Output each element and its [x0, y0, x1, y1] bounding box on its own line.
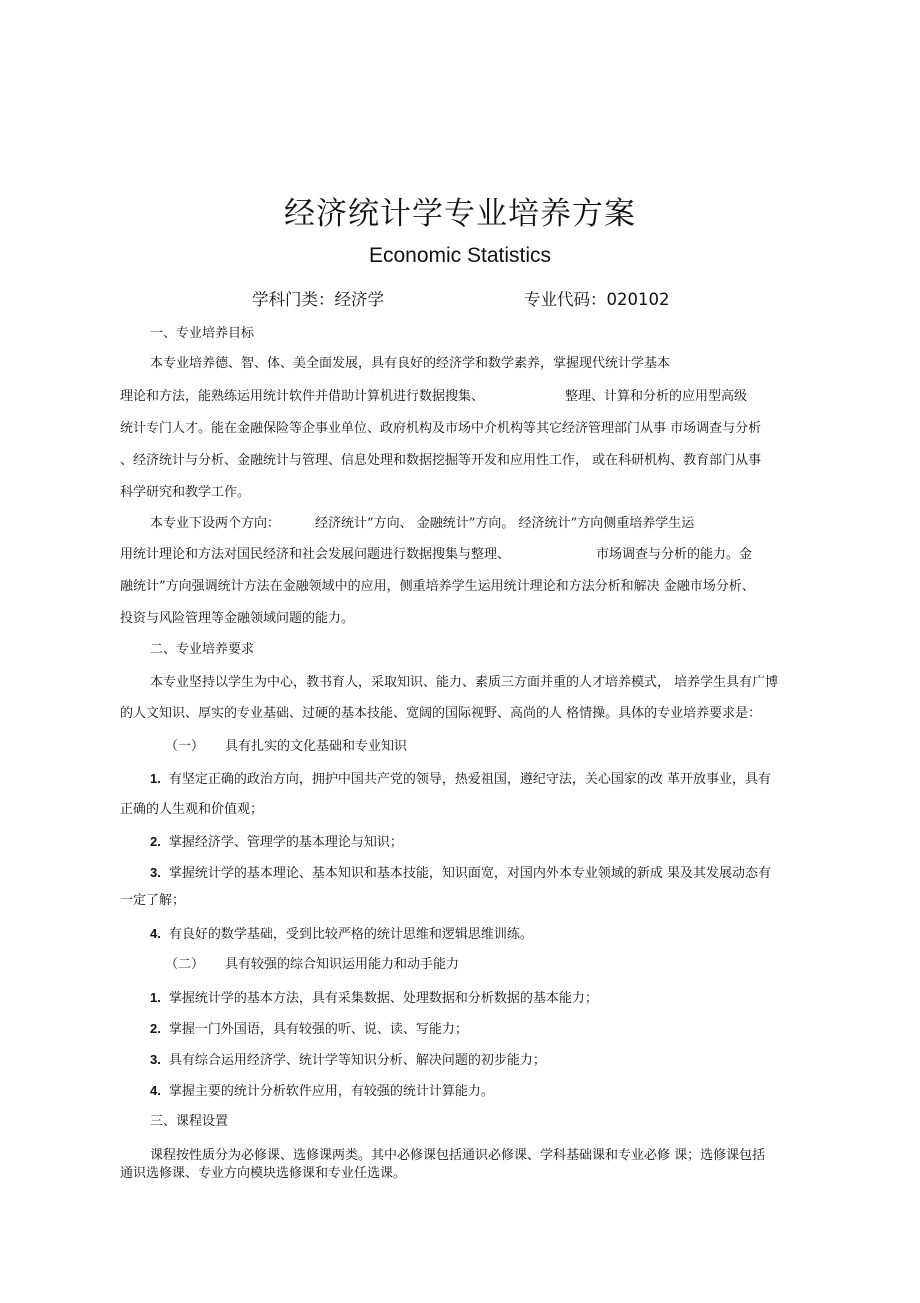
paragraph-line: 经济统计”方向、 金融统计”方向。 经济统计”方向侧重培养学生运: [315, 516, 695, 531]
list-item-number: 1.: [150, 990, 161, 1005]
list-item: [150, 926, 533, 943]
list-item-continuation: 正确的人生观和价值观；: [120, 802, 264, 817]
paragraph-line: 通识选修课、专业方向模块选修课和专业任选课。: [120, 1166, 407, 1181]
list-item-number: 2.: [150, 1021, 161, 1036]
subsection-heading: 具有较强的综合知识运用能力和动手能力: [225, 957, 460, 972]
list-item: [150, 834, 403, 851]
list-item-text: 有良好的数学基础，受到比较严格的统计思维和逻辑思维训练。: [168, 927, 533, 942]
list-item: [150, 771, 771, 788]
subsection-heading: 具有扎实的文化基础和专业知识: [225, 739, 408, 754]
paragraph-line: 本专业坚持以学生为中心，教书育人，采取知识、能力、素质三方面并重的人才培养模式， 培养学生具有广博: [150, 675, 779, 690]
paragraph-line: 用统计理论和方法对国民经济和社会发展问题进行数据搜集与整理、: [120, 547, 511, 562]
paragraph-line: 本专业下设两个方向：: [150, 516, 281, 531]
list-item-number: 3.: [150, 865, 161, 880]
list-item-text: 有坚定正确的政治方向，拥护中国共产党的领导，热爱祖国，遵纪守法，关心国家的改 革开放事业，具有: [168, 772, 771, 787]
list-item: [150, 1083, 494, 1100]
paragraph-line: 投资与风险管理等金融领域问题的能力。: [120, 611, 355, 626]
paragraph-line: 融统计”方向强调统计方法在金融领域中的应用，侧重培养学生运用统计理论和方法分析和解决 金融市场分析、: [120, 579, 755, 594]
section-heading: 三、课程设置: [150, 1114, 229, 1129]
document-title: 经济统计学专业培养方案: [284, 196, 636, 232]
paragraph-line: 、经济统计与分析、金融统计与管理、信息处理和数据挖掘等开发和应用性工作， 或在科研机构、教育部门从事: [120, 453, 762, 468]
list-item-text: 掌握经济学、管理学的基本理论与知识；: [168, 835, 403, 850]
list-item-text: 掌握一门外国语，具有较强的听、说、读、写能力；: [168, 1022, 468, 1037]
list-item-number: 4.: [150, 1083, 161, 1098]
document-subtitle: Economic Statistics: [368, 244, 552, 267]
paragraph-line: 科学研究和教学工作。: [120, 485, 251, 500]
paragraph-line: 课程按性质分为必修课、选修课两类。其中必修课包括通识必修课、学科基础课和专业必修 课；选修课包括: [150, 1148, 766, 1163]
major-code: 专业代码：020102: [524, 290, 670, 309]
paragraph-line: 的人文知识、厚实的专业基础、过硬的基本技能、宽阔的国际视野、高尚的人 格情操。具体的专业培养要求是：: [120, 706, 762, 721]
list-item-text: 掌握主要的统计分析软件应用，有较强的统计计算能力。: [168, 1084, 494, 1099]
list-item: [150, 865, 771, 882]
section-heading: 二、专业培养要求: [150, 642, 255, 657]
paragraph-line: 本专业培养德、智、体、美全面发展，具有良好的经济学和数学素养，掌握现代统计学基本: [150, 356, 671, 371]
paragraph-line: 统计专门人才。能在金融保险等企事业单位、政府机构及市场中介机构等其它经济管理部门从事 市场调查与分析: [120, 421, 762, 436]
list-item-number: 1.: [150, 771, 161, 786]
list-item-number: 3.: [150, 1052, 161, 1067]
list-item: [150, 1021, 468, 1038]
subsection-marker: （二）: [165, 957, 205, 972]
paragraph-line: 市场调查与分析的能力。金: [596, 547, 753, 562]
list-item: [150, 990, 598, 1007]
list-item: [150, 1052, 546, 1069]
paragraph-line: 整理、计算和分析的应用型高级: [565, 389, 748, 404]
paragraph-line: 理论和方法，能熟练运用统计软件并借助计算机进行数据搜集、: [120, 389, 485, 404]
list-item-number: 2.: [150, 834, 161, 849]
list-item-text: 掌握统计学的基本理论、基本知识和基本技能，知识面宽，对国内外本专业领域的新成 果及其发展动态有: [168, 866, 771, 881]
discipline-category: 学科门类：经济学: [252, 290, 384, 309]
section-heading: 一、专业培养目标: [150, 326, 255, 341]
list-item-text: 掌握统计学的基本方法，具有采集数据、处理数据和分析数据的基本能力；: [168, 991, 598, 1006]
list-item-number: 4.: [150, 926, 161, 941]
subsection-marker: （一）: [165, 739, 205, 754]
list-item-continuation: 一定了解；: [120, 893, 186, 908]
list-item-text: 具有综合运用经济学、统计学等知识分析、解决问题的初步能力；: [168, 1053, 546, 1068]
